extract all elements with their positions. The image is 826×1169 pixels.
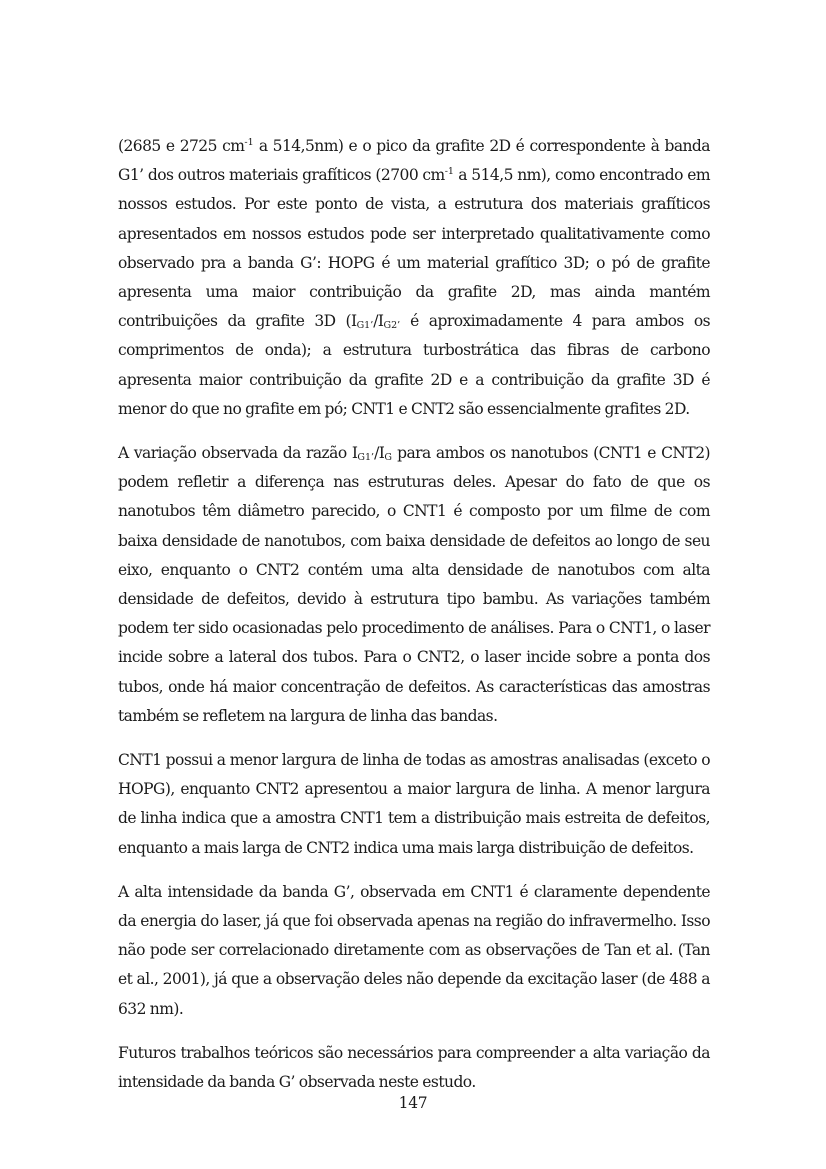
paragraph-2 [118, 439, 710, 731]
body-text [118, 132, 710, 1112]
page-number: 147 [398, 1094, 428, 1112]
text-run: a 514,5nm) e o pico da grafite 2D é correspondente à banda G1’ dos outros materiais grafíticos (2700 cm [118, 137, 710, 185]
text-run: (2685 e 2725 cm [118, 137, 245, 155]
subscript: G [384, 452, 392, 464]
subscript: G1’ [356, 320, 374, 332]
superscript: -1 [244, 137, 254, 148]
paragraph-5: Futuros trabalhos teóricos são necessários para compreender a alta variação da intensidade da banda G’ observada neste estudo. [118, 1043, 710, 1092]
paragraph-3: CNT1 possui a menor largura de linha de todas as amostras analisadas (exceto o HOPG), enquanto CNT2 apresentou a maior largura de linha. A menor largura de linha indica que a amostra CNT1 tem a distribuição mais estreita de defeitos, enquanto a mais larga de CNT2 indica uma mais larga distribuição de defeitos. [118, 751, 710, 857]
text-run: /I [373, 312, 384, 331]
superscript: -1 [444, 166, 454, 178]
subscript: G2’ [383, 320, 401, 332]
text-run: a 514,5 nm), como encontrado em nossos estudos. Por este ponto de vista, a estrutura dos materiais grafíticos apresentados em nossos estudos pode ser interpretado qualitativamente como observado pra a banda G’: HOPG é um material grafítico 3D; o pó de grafite apresenta uma maior contribuição da grafite 2D, mas ainda mantém contribuições da grafite 3D (I [118, 166, 710, 331]
text-run: A variação observada da razão I [118, 444, 358, 463]
text-run: /I [374, 444, 385, 463]
text-run: é aproximadamente 4 para ambos os comprimentos de onda); a estrutura turbostrática das fibras de carbono apresenta maior contribuição da grafite 2D e a contribuição da grafite 3D é menor do que no grafite em pó; CNT1 e CNT2 são essencialmente grafites 2D. [118, 312, 711, 418]
paragraph-4: A alta intensidade da banda G’, observada em CNT1 é claramente dependente da energia do laser, já que foi observada apenas na região do infravermelho. Isso não pode ser correlacionado diretamente com as observações de Tan et al. (Tan et al., 2001), já que a observação deles não depende da excitação laser (de 488 a 632 nm). [118, 882, 710, 1018]
text-run: para ambos os nanotubos (CNT1 e CNT2) podem refletir a diferença nas estruturas deles. Apesar do fato de que os nanotubos têm diâmetro parecido, o CNT1 é composto por um filme de com baixa densidade de nanotubos, com baixa densidade de defeitos ao longo de seu eixo, enquanto o CNT2 contém uma alta densidade de nanotubos com alta densidade de defeitos, devido à estrutura tipo bambu. As variações também podem ter sido ocasionadas pelo procedimento de análises. Para o CNT1, o laser incide sobre a lateral dos tubos. Para o CNT2, o laser incide sobre a ponta dos tubos, onde há maior concentração de defeitos. As características das amostras também se refletem na largura de linha das bandas. [118, 444, 710, 725]
subscript: G1’ [357, 452, 375, 464]
paragraph-1 [118, 132, 710, 424]
